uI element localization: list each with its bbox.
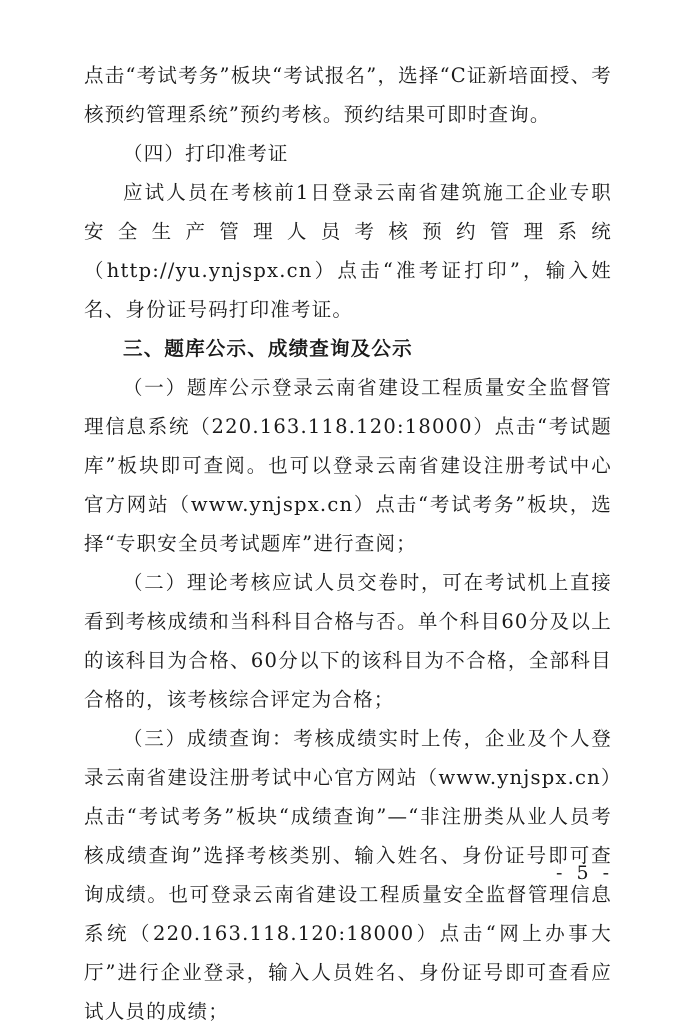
paragraph-print-admission: 应试人员在考核前1日登录云南省建筑施工企业专职安全生产管理人员考核预约管理系统（http://yu.ynjspx.cn）点击“准考证打印”，输入姓名、身份证号码打印准考证。 <box>84 181 612 321</box>
paragraph-score-query: （三）成绩查询：考核成绩实时上传，企业及个人登录云南省建设注册考试中心官方网站（www.ynjspx.cn）点击“考试考务”板块“成绩查询”—“非注册类从业人员考核成绩查询”选择考核类别、输入姓名、身份证号即可查询成绩。也可登录云南省建设工程质量安全监督管理信息系统（220.163.118.120:18000）点击“网上办事大厅”进行企业登录，输入人员姓名、身份证号即可查看应试人员的成绩； <box>84 727 612 1023</box>
paragraph-theory-exam: （二）理论考核应试人员交卷时，可在考试机上直接看到考核成绩和当科科目合格与否。单个科目60分及以上的该科目为合格、60分以下的该科目为不合格，全部科目合格的，该考核综合评定为合格； <box>84 571 612 711</box>
paragraph-exam-booking: 点击“考试考务”板块“考试报名”，选择“C证新培面授、考核预约管理系统”预约考核。预约结果可即时查询。 <box>84 64 612 126</box>
paragraph-question-bank: （一）题库公示登录云南省建设工程质量安全监督管理信息系统（220.163.118.120:18000）点击“考试题库”板块即可查阅。也可以登录云南省建设注册考试中心官方网站（www.ynjspx.cn）点击“考试考务”板块，选择“专职安全员考试题库”进行查阅； <box>84 376 612 555</box>
body-text <box>84 56 612 1031</box>
page-number: - 5 - <box>555 862 613 884</box>
section-heading-print-admission: （四）打印准考证 <box>123 142 289 165</box>
section-heading-question-bank: 三、题库公示、成绩查询及公示 <box>123 337 413 360</box>
